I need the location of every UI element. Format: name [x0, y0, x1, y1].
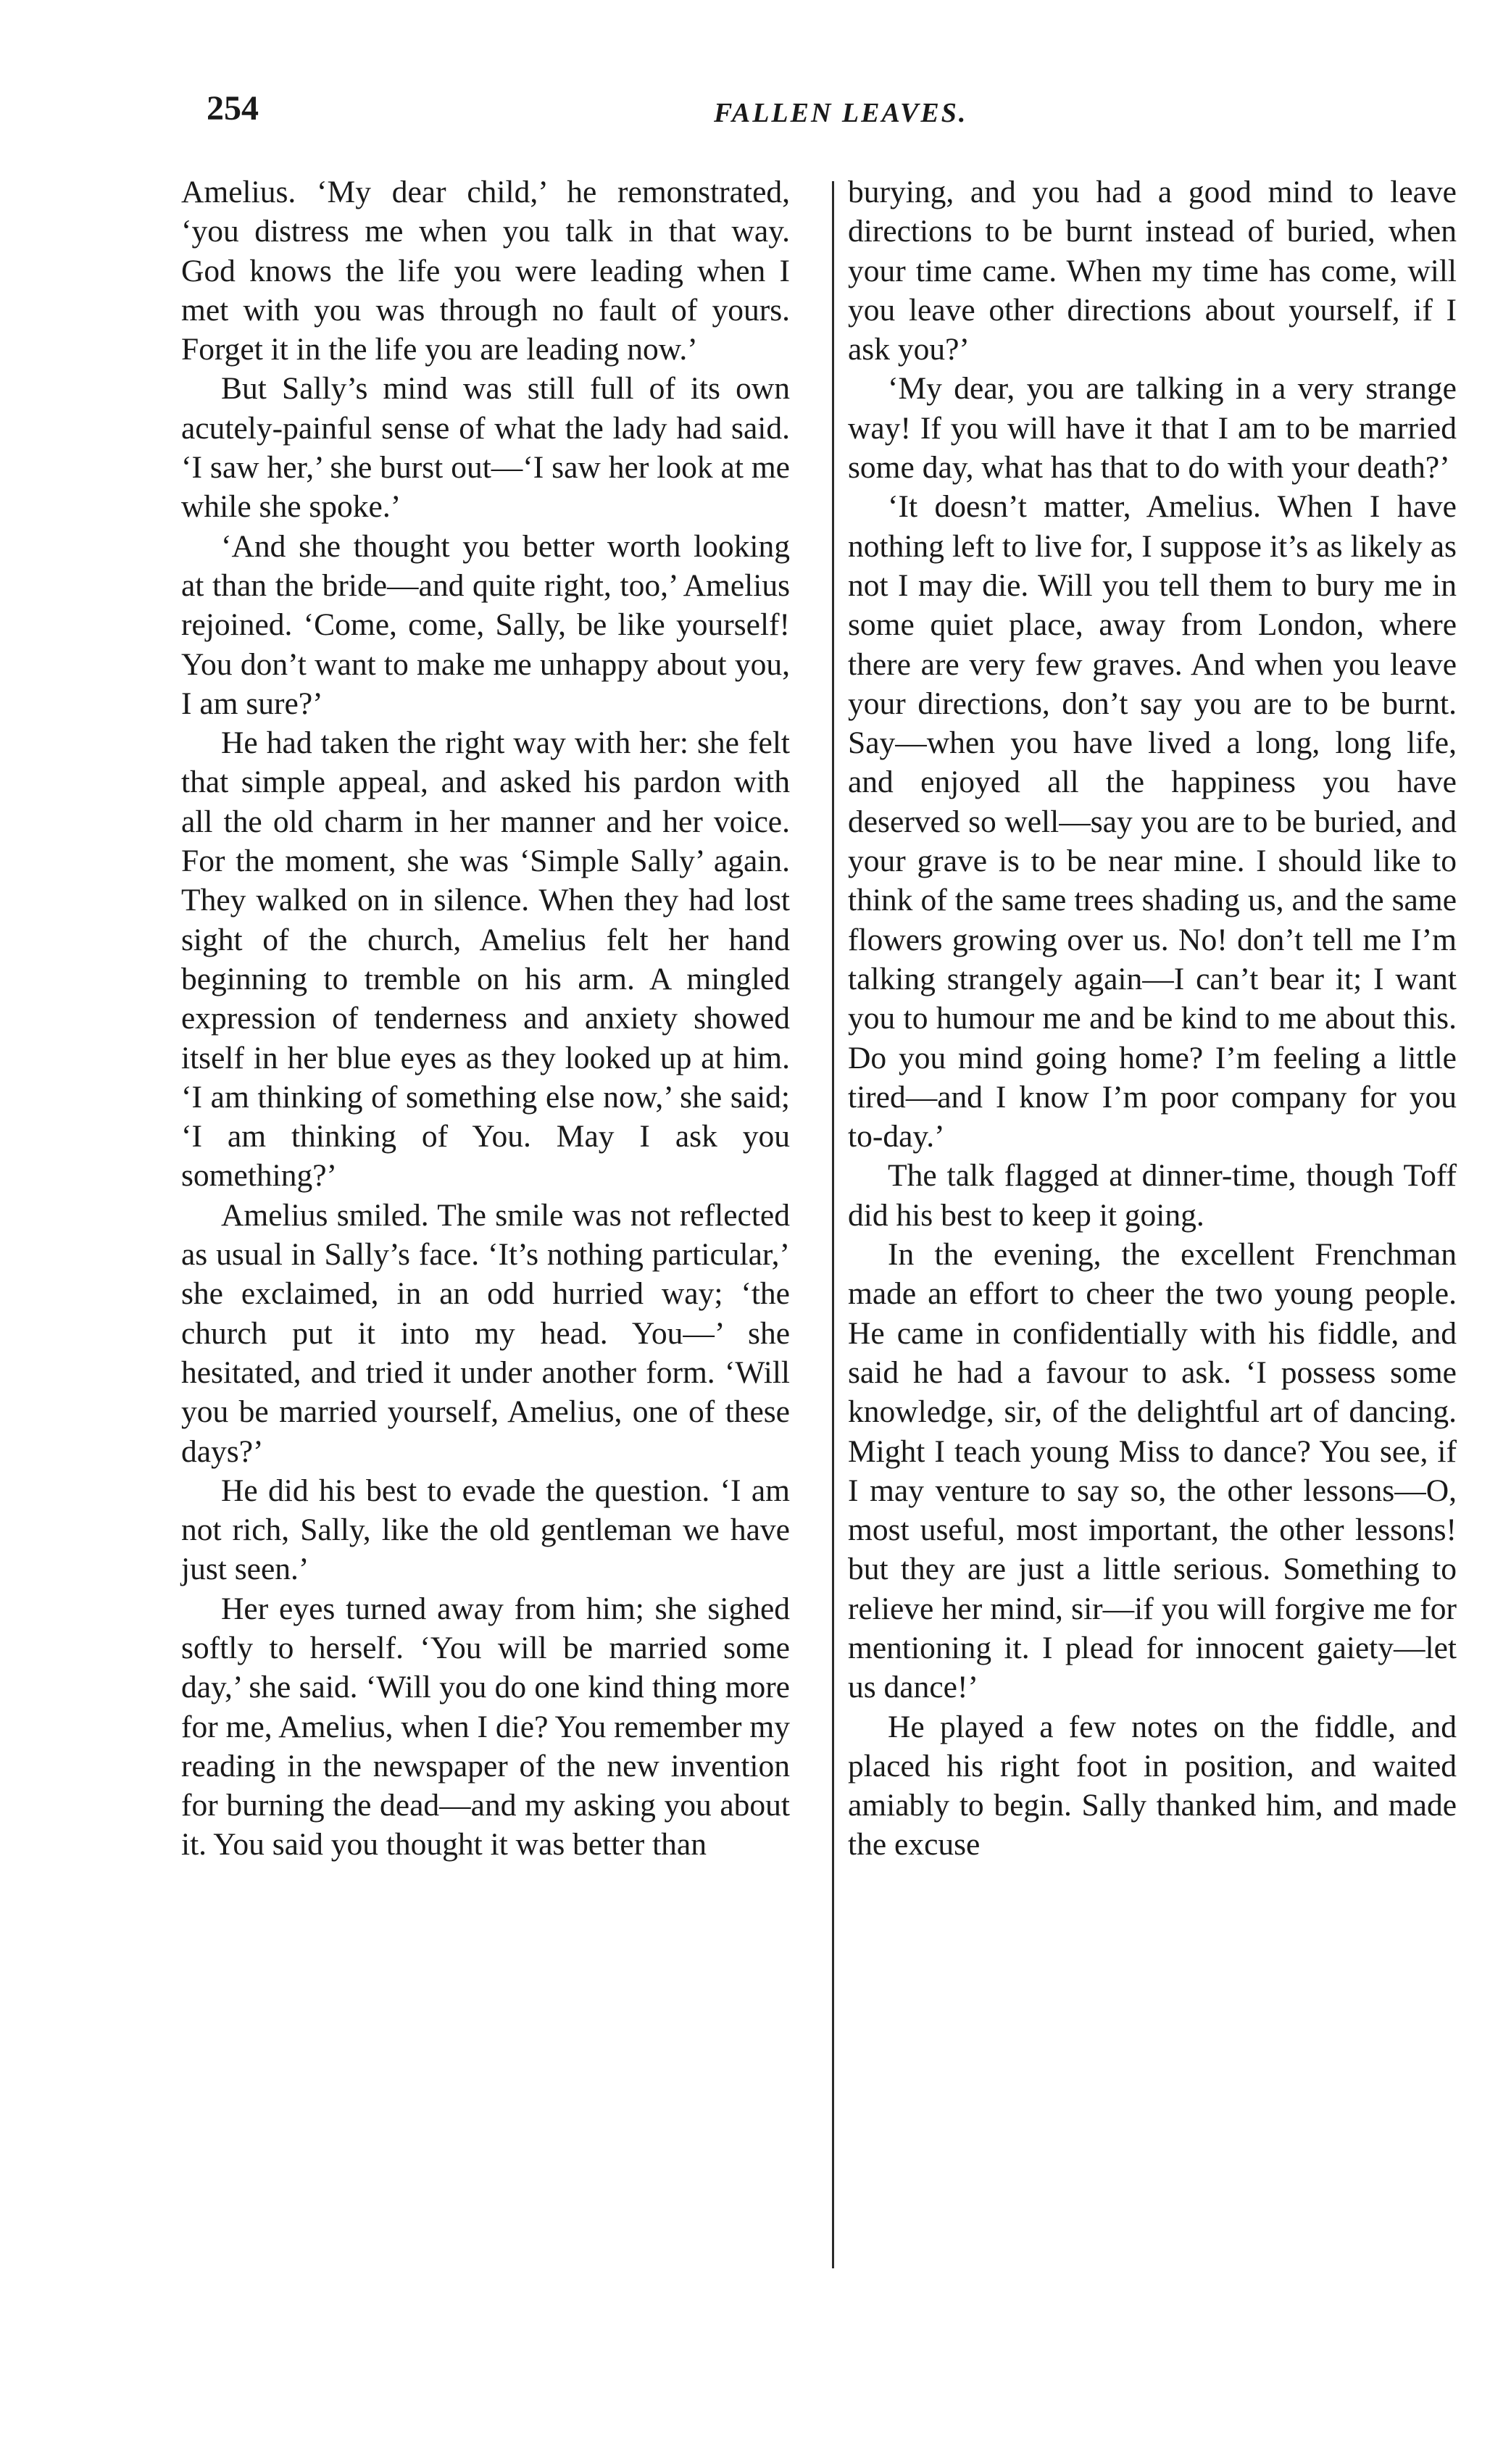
paragraph: He played a few notes on the fiddle, and placed his right foot in position, and waited amiably to begin. Sally thanked him, and made the excuse [848, 1709, 1457, 1862]
right-column [848, 172, 1457, 1865]
paragraph: Amelius. ‘My dear child,’ he remonstrated, ‘you distress me when you talk in that way. God knows the life you were leading when I met with you was through no fault of yours. Forget it in the life you are leading now.’ [181, 175, 790, 367]
paragraph: In the evening, the excellent Frenchman made an effort to cheer the two young people. He came in confidentially with his fiddle, and said he had a favour to ask. ‘I possess some knowledge, sir, of the delightful art of dancing. Might I teach young Miss to dance? You see, if I may venture to say so, the other lessons—O, most useful, most important, the other lessons! but they are just a little serious. Something to relieve her mind, sir—if you will forgive me for mentioning it. I plead for innocent gaiety—let us dance!’ [848, 1237, 1457, 1705]
page-number: 254 [207, 89, 259, 128]
paragraph: ‘My dear, you are talking in a very strange way! If you will have it that I am to be married some day, what has that to do with your death?’ [848, 371, 1457, 486]
paragraph: ‘And she thought you better worth looking at than the bride—and quite right, too,’ Amelius rejoined. ‘Come, come, Sally, be like yourself! You don’t want to make me unhappy about you, I am sure?’ [181, 528, 790, 721]
paragraph: He did his best to evade the question. ‘I am not rich, Sally, like the old gentleman we have just seen.’ [181, 1473, 790, 1587]
paragraph: He had taken the right way with her: she felt that simple appeal, and asked his pardon with all the old charm in her manner and her voice. For the moment, she was ‘Simple Sally’ again. They walked on in silence. When they had lost sight of the church, Amelius felt her hand beginning to tremble on his arm. A mingled expression of tenderness and anxiety showed itself in her blue eyes as they looked up at him. ‘I am thinking of something else now,’ she said; ‘I am thinking of You. May I ask you something?’ [181, 725, 790, 1194]
paragraph: The talk flagged at dinner-time, though Toff did his best to keep it going. [848, 1158, 1457, 1233]
column-divider [832, 181, 834, 2268]
paragraph: Amelius smiled. The smile was not reflected as usual in Sally’s face. ‘It’s nothing particular,’ she exclaimed, in an odd hurried way; ‘the church put it into my head. You—’ she hesitated, and tried it under another form. ‘Will you be married yourself, Amelius, one of these days?’ [181, 1197, 790, 1469]
paragraph: ‘It doesn’t matter, Amelius. When I have nothing left to live for, I suppose it’s as likely as not I may die. Will you tell them to bury me in some quiet place, away from London, where there are very few graves. And when you leave your directions, don’t say you are to be burnt. Say—when you have lived a long, long life, and enjoyed all the happiness you have deserved so well—say you are to be buried, and your grave is to be near mine. I should like to think of the same trees shading us, and the same flowers growing over us. No! don’t tell me I’m talking strangely again—I can’t bear it; I want you to humour me and be kind to me about this. Do you mind going home? I’m feeling a little tired—and I know I’m poor company for you to-day.’ [848, 489, 1457, 1154]
left-column [181, 172, 790, 1865]
page-header [207, 88, 1468, 146]
running-title: FALLEN LEAVES. [714, 98, 968, 128]
paragraph: burying, and you had a good mind to leave directions to be burnt instead of buried, when your time came. When my time has come, will you leave other directions about yourself, if I ask you?’ [848, 175, 1457, 367]
paragraph: But Sally’s mind was still full of its own acutely-painful sense of what the lady had said. ‘I saw her,’ she burst out—‘I saw her look at me while she spoke.’ [181, 371, 790, 525]
paragraph: Her eyes turned away from him; she sighed softly to herself. ‘You will be married some day,’ she said. ‘Will you do one kind thing more for me, Amelius, when I die? You remember my reading in the newspaper of the new invention for burning the dead—and my asking you about it. You said you thought it was better than [181, 1591, 790, 1862]
